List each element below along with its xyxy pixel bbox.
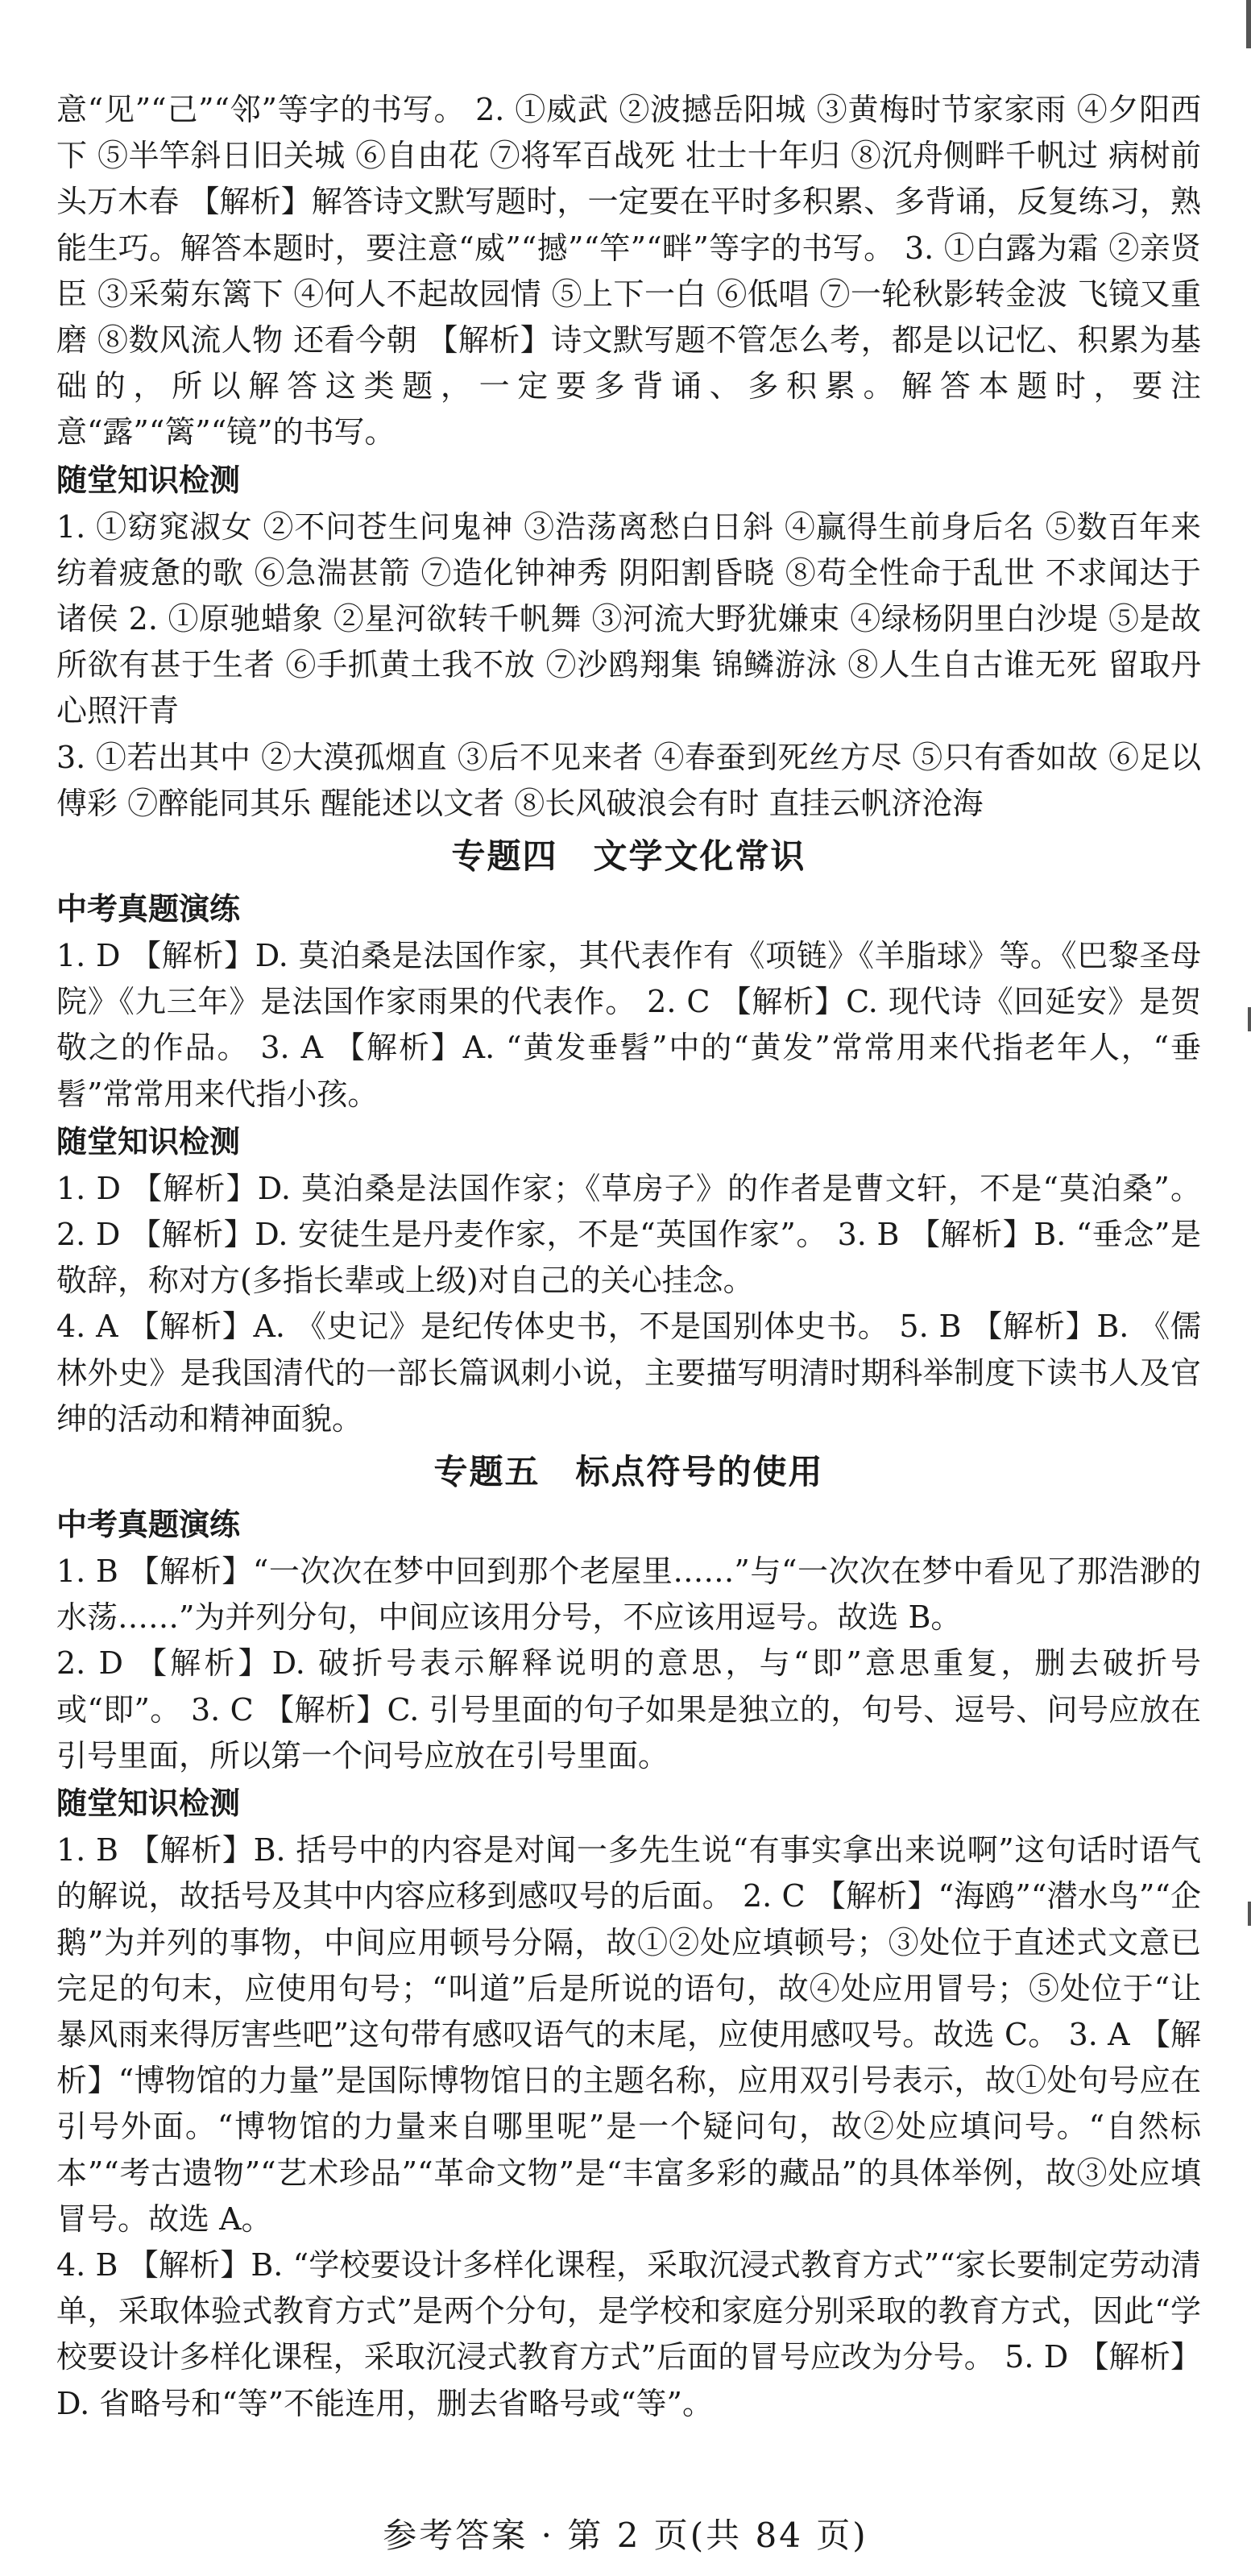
section-title-literature: 专题四 文学文化常识 (451, 836, 806, 877)
answer-paragraph: 3. ①若出其中 ②大漠孤烟直 ③后不见来者 ④春蚕到死丝方尽 ⑤只有香如故 ⑥足以傅彩 ⑦醉能同其乐 醒能述以文者 ⑧长风破浪会有时 直挂云帆济沧海 (56, 739, 1201, 821)
answer-paragraph: 1. D 【解析】D. 莫泊桑是法国作家；《草房子》的作者是曹文轩，不是“莫泊桑”。 2. D 【解析】D. 安徒生是丹麦作家，不是“英国作家”。 3. B 【解析】B. “垂念”是敬辞，称对方(多指长辈或上级)对自己的关心挂念。 (56, 1170, 1201, 1299)
scan-edge-mark (1248, 1902, 1251, 1926)
answer-paragraph: 4. A 【解析】A. 《史记》是纪传体史书，不是国别体史书。 5. B 【解析】B. 《儒林外史》是我国清代的一部长篇讽刺小说，主要描写明清时期科举制度下读书人及官绅的活动和精神面貌。 (56, 1309, 1201, 1437)
subheading-exam-practice: 中考真题演练 (56, 1507, 241, 1543)
subheading-exam-practice: 中考真题演练 (56, 891, 241, 927)
answer-paragraph: 2. D 【解析】D. 破折号表示解释说明的意思，与“即”意思重复，删去破折号或“即”。 3. C 【解析】C. 引号里面的句子如果是独立的，句号、逗号、问号应放在引号里面，所以第一个问号应放在引号里面。 (56, 1645, 1201, 1773)
subheading-classroom-check: 随堂知识检测 (56, 1786, 241, 1822)
answer-paragraph: 4. B 【解析】B. “学校要设计多样化课程，采取沉浸式教育方式”“家长要制定劳动清单，采取体验式教育方式”是两个分句，是学校和家庭分别采取的教育方式，因此“学校要设计多样化课程，采取沉浸式教育方式”后面的冒号应改为分号。 5. D 【解析】D. 省略号和“等”不能连用，删去省略号或“等”。 (56, 2246, 1201, 2421)
scan-edge-mark (1246, 0, 1251, 48)
answer-paragraph: 1. B 【解析】“一次次在梦中回到那个老屋里……”与“一次次在梦中看见了那浩渺的水荡……”为并列分句，中间应该用分号，不应该用逗号。故选 B。 (56, 1553, 1201, 1636)
answer-paragraph: 1. D 【解析】D. 莫泊桑是法国作家，其代表作有《项链》《羊脂球》等。《巴黎圣母院》《九三年》是法国作家雨果的代表作。 2. C 【解析】C. 现代诗《回延安》是贺敬之的作品。 3. A 【解析】A. “黄发垂髫”中的“黄发”常常用来代指老年人，“垂髫”常常用来代指小孩。 (56, 938, 1201, 1112)
answer-paragraph: 1. B 【解析】B. 括号中的内容是对闻一多先生说“有事实拿出来说啊”这句话时语气的解说，故括号及其中内容应移到感叹号的后面。 2. C 【解析】“海鸥”“潜水鸟”“企鹅”为并列的事物，中间应用顿号分隔，故①②处应填顿号；③处位于直述式文意已完足的句末，应使用句号；“叫道”后是所说的语句，故④处应用冒号；⑤处位于“让暴风雨来得厉害些吧”这句带有感叹语气的末尾，应使用感叹号。故选 C。 3. A 【解析】“博物馆的力量”是国际博物馆日的主题名称，应用双引号表示，故①处句号应在引号外面。“博物馆的力量来自哪里呢”是一个疑问句，故②处应填问号。“自然标本”“考古遗物”“艺术珍品”“革命文物”是“丰富多彩的藏品”的具体举例，故③处应填冒号。故选 A。 (56, 1832, 1201, 2237)
answer-paragraph: 意“见”“己”“邻”等字的书写。 2. ①威武 ②波撼岳阳城 ③黄梅时节家家雨 ④夕阳西下 ⑤半竿斜日旧关城 ⑥自由花 ⑦将军百战死 壮士十年归 ⑧沉舟侧畔千帆过 病树前头万木春 【解析】解答诗文默写题时，一定要在平时多积累、多背诵，反复练习，熟能生巧。解答本题时，要注意“威”“撼”“竿”“畔”等字的书写。 3. ①白露为霜 ②亲贤臣 ③采菊东篱下 ④何人不起故园情 ⑤上下一白 ⑥低唱 ⑦一轮秋影转金波 飞镜又重磨 ⑧数风流人物 还看今朝 【解析】诗文默写题不管怎么考，都是以记忆、积累为基础的，所以解答这类题，一定要多背诵、多积累。解答本题时，要注意“露”“篱”“镜”的书写。 (56, 92, 1201, 450)
subheading-classroom-check: 随堂知识检测 (56, 1123, 241, 1159)
scan-edge-mark (1248, 1007, 1251, 1031)
section-title-punctuation: 专题五 标点符号的使用 (433, 1452, 824, 1492)
subheading-classroom-check: 随堂知识检测 (56, 462, 241, 498)
answer-paragraph: 1. ①窈窕淑女 ②不问苍生问鬼神 ③浩荡离愁白日斜 ④赢得生前身后名 ⑤数百年来纺着疲惫的歌 ⑥急湍甚箭 ⑦造化钟神秀 阴阳割昏晓 ⑧苟全性命于乱世 不求闻达于诸侯 2. ①原驰蜡象 ②星河欲转千帆舞 ③河流大野犹嫌束 ④绿杨阴里白沙堤 ⑤是故所欲有甚于生者 ⑥手抓黄土我不放 ⑦沙鸥翔集 锦鳞游泳 ⑧人生自古谁无死 留取丹心照汗青 (56, 508, 1201, 729)
page-footer: 参考答案 · 第 2 页(共 84 页) (383, 2516, 868, 2555)
